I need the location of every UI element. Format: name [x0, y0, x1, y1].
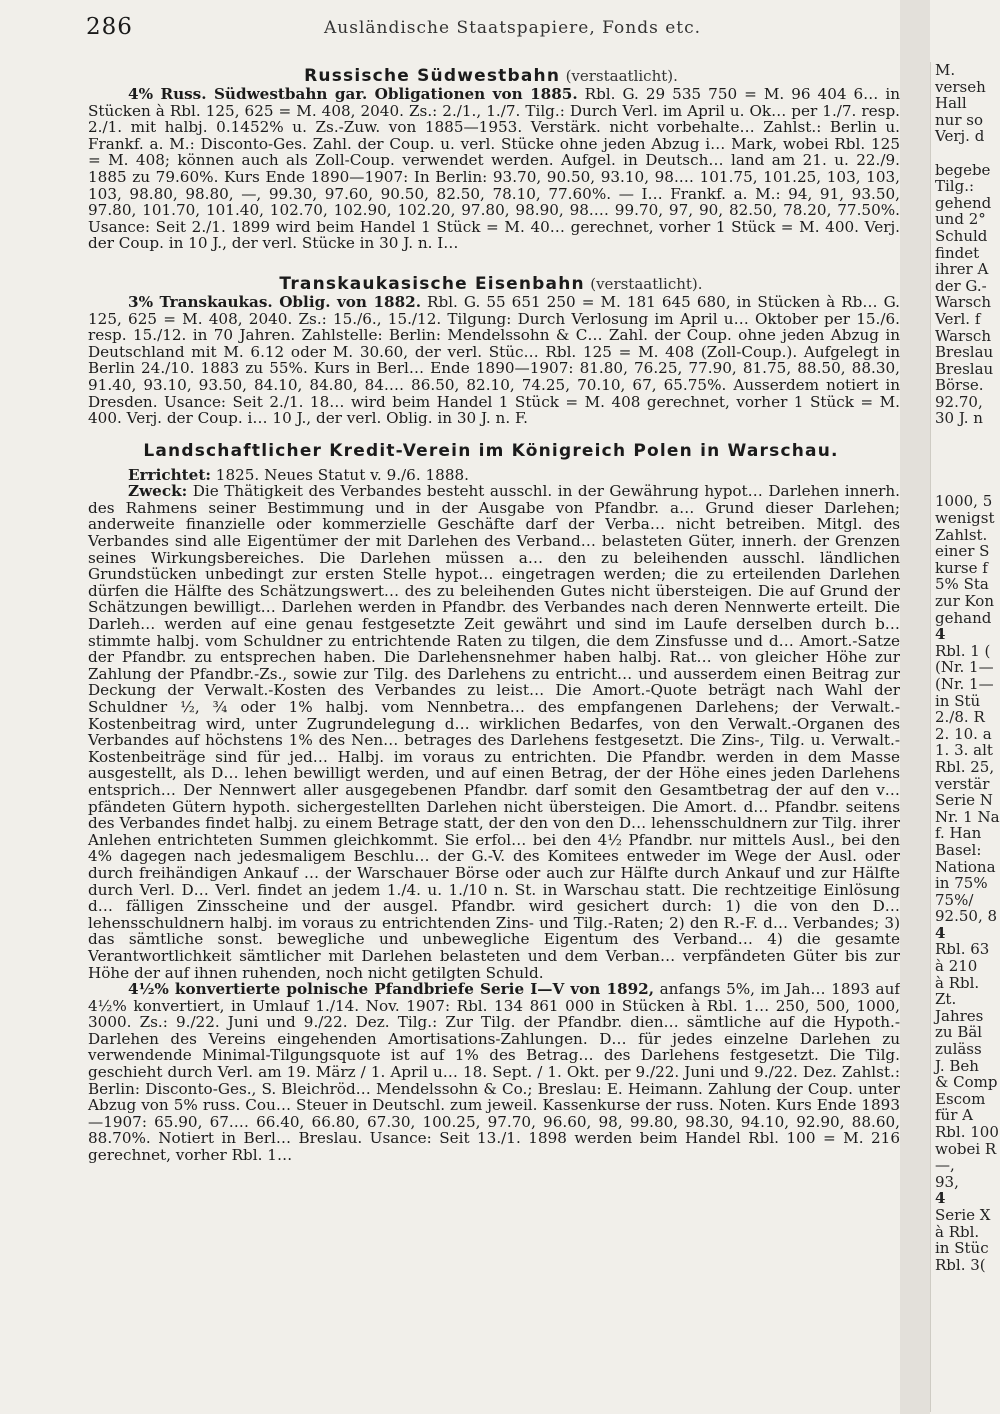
section-transkaukasische-eisenbahn [82, 274, 900, 427]
adjacent-text-fragment: Escom [935, 1089, 986, 1108]
bond-entry-paragraph [82, 981, 900, 1164]
field-label: Errichtet: [128, 465, 211, 484]
section-landschaftlicher-kredit-verein [82, 441, 900, 1164]
section-qualifier: (verstaatlicht). [590, 274, 703, 293]
adjacent-text-fragment: f. Han [935, 824, 982, 843]
adjacent-text-fragment: Serie N [935, 791, 993, 810]
adjacent-text-fragment: in 75% [935, 874, 988, 893]
adjacent-text-fragment: (Nr. 1— [935, 674, 994, 693]
section-qualifier: (verstaatlicht). [565, 67, 678, 85]
adjacent-text-fragment: Hall [935, 94, 967, 113]
errichtet-paragraph [82, 467, 900, 484]
bond-entry-paragraph [82, 86, 900, 252]
adjacent-text-fragment: Nationa [935, 857, 996, 876]
adjacent-text-fragment [931, 477, 1000, 494]
adjacent-text-fragment: Rbl. 25, [935, 757, 995, 776]
adjacent-text-fragment: für A [935, 1106, 973, 1125]
adjacent-text-fragment: wenigst [935, 509, 995, 528]
adjacent-text-fragment [931, 460, 1000, 477]
running-title: Ausländische Staatspapiere, Fonds etc. [324, 18, 702, 38]
adjacent-text-fragment: findet [935, 243, 980, 262]
adjacent-text-fragment: ihrer A [935, 260, 989, 279]
adjacent-text-fragment: 2./8. R [935, 708, 985, 727]
adjacent-text-fragment: einer S [935, 542, 990, 561]
running-header [82, 8, 900, 44]
field-value: 1825. Neues Statut v. 9./6. 1888. [210, 465, 469, 484]
adjacent-text-fragment: Zahlst. [935, 525, 988, 544]
adjacent-text-fragment: 1. 3. alt [935, 741, 993, 760]
adjacent-text-fragment: 92.50, 8 [935, 907, 998, 926]
adjacent-text-fragment: Zt. [935, 990, 957, 1009]
adjacent-text-fragment: à 210 [935, 957, 978, 976]
adjacent-text-fragment: —, [935, 1156, 955, 1175]
page-gutter-shadow [900, 0, 930, 1414]
adjacent-text-fragment: 4 [935, 1189, 946, 1208]
adjacent-text-fragment: 5% Sta [935, 575, 989, 594]
adjacent-text-fragment: Verj. d [935, 127, 985, 146]
adjacent-text-fragment: Jahres [935, 1006, 984, 1025]
adjacent-text-fragment: M. [935, 62, 956, 79]
field-value: Die Thätigkeit des Verbandes besteht ausschl. in der Gewährung hypot… Darlehen innerh. des Rahmens seiner Bestimmung und in der Ausgabe von Pfandbr. a… Grund dieser Darlehen; anderweite finanzielle oder kommerzielle Geschäfte darf der Verba… nicht betreiben. Mitgl. des Verbandes sind alle Eigentümer der mit Darlehen des Verband… belasteten Güter, innerh. der Grenzen seines Wirkungsbereiches. Die Darlehen müssen a… den zu beleihenden ausschl. ländlichen Grundstücken unbedingt zur ersten Stelle hypot… eingetragen werden; die zu erteilenden Darlehen dürfen die Hälfte des Schätzungswert… des zu beleihenden Gutes nicht übersteigen. Die auf Grund der Schätzungen bewilligt… Darlehen werden in Pfandbr. des Verbandes nach deren Nennwerte erteilt. Die Darleh… werden auf eine genau festgesetzte Zeit gewährt und sind im Laufe derselben durch b… stimmte halbj. vom Schuldner zu entrichtende Raten zu tilgen, die dem Zinsfusse und d… Amort.-Satze der Pfandbr. zu entsprechen haben. Die Darlehensnehmer haben halbj. Rat… von gleicher Höhe zur Zahlung der Pfandbr.-Zs., sowie zur Tilg. des Darlehens zu entricht… und ausserdem einen Beitrag zur Deckung der Verwalt.-Kosten des Verbandes zu leist… Die Amort.-Quote beträgt nach Wahl der Schuldner ½, ¾ oder 1% halbj. vom Nennbetra… des empfangenen Darlehens; der Verwalt.-Kostenbeitrag wird, unter Zugrundelegung d… wirklichen Bedarfes, von den Verwalt.-Organen des Verbandes auf höchstens 1% des Nen… betrages des Darlehens festgesetzt. Die Zins-, Tilg. u. Verwalt.-Kostenbeiträge sind für jed… Halbj. im voraus zu entrichten. Die Pfandbr. werden in dem Masse ausgestellt, als D… lehen bewilligt werden, und auf einen Betrag, der der Höhe eines jeden Darlehens entsprich… Der Nennwert aller ausgegebenen Pfandbr. darf somit den Gesamtbetrag der auf den v… pfändeten Gütern hypoth. sichergestellten Darlehen nicht übersteigen. Die Amort. d… Pfandbr. seitens des Verbandes findet halbj. zu einem Betrage statt, der den von den D… lehensschuldnern zur Tilg. ihrer Anlehen entrichteten Summen gleichkommt. Sie erfol… bei den 4½ Pfandbr. nur mittels Ausl., bei den 4% dagegen nach jedesmaligem Beschlu… der G.-V. des Komitees entweder im Wege der Ausl. oder durch freihändigen Ankauf … der Warschauer Börse oder auch zur Hälfte durch Ankauf und zur Hälfte durch Verl. D… Verl. findet an jedem 1./4. u. 1./10 n. St. in Warschau statt. Die rechtzeitige Einlösung d… fälligen Zinsscheine und der ausgel. Pfandbr. wird gesichert durch: 1) die von den D… lehensschuldnern halbj. im voraus zu entrichtenden Zins- und Tilg.-Raten; 2) den R.-F. d… Verbandes; 3) das sämtliche sonst. bewegliche und unbewegliche Eigentum des Verband… 4) die gesamte Verantwortlichkeit sämtlicher mit Darlehen belasteten und dem Verban… verpfändeten Güter bis zur Höhe der auf ihnen ruhenden, noch nicht getilgten Schuld. [88, 482, 900, 982]
adjacent-text-fragment: 30 J. n [935, 409, 983, 428]
adjacent-text-fragment: 2. 10. a [935, 724, 992, 743]
adjacent-text-fragment: gehend [935, 193, 992, 212]
adjacent-text-fragment: 93, [935, 1172, 959, 1191]
adjacent-text-fragment: Warsch [935, 326, 991, 345]
adjacent-text-fragment: Schuld [935, 226, 988, 245]
bond-details: Rbl. G. 55 651 250 = M. 181 645 680, in Stücken à Rb… G. 125, 625 = M. 408, 2040. Zs.: 15./6., 15./12. Tilgung: Durch Verlosung im April u… Oktober per 15./6. resp. 15./12. in 70 Jahren. Zahlstelle: Berlin: Mendelssohn & C… Zahl. der Coup. ohne jeden Abzug in Deutschland mit M. 6.12 oder M. 30.60, der verl. Stüc… Rbl. 125 = M. 408 (Zoll-Coup.). Aufgelegt in Berlin 24./10. 1883 zu 55%. Kurs in Berl… Ende 1890—1907: 81.80, 76.25, 77.90, 81.75, 88.50, 88.30, 91.40, 93.10, 93.50, 84.10, 84.80, 84.… 86.50, 82.10, 74.25, 70.10, 67, 65.75%. Ausserdem notiert in Dresden. Usance: Seit 2./1. 18… wird beim Handel 1 Stück = M. 408 gerechnet, vorher 1 Stück = M. 400. Verj. der Coup. i… 10 J., der verl. Oblig. in 30 J. n. F. [88, 292, 900, 428]
section-title: Russische Südwestbahn [304, 66, 561, 86]
adjacent-text-fragment: J. Beh [935, 1056, 979, 1075]
adjacent-text-fragment: und 2° [935, 210, 986, 229]
adjacent-text-fragment: in Stüc [935, 1239, 989, 1258]
zweck-paragraph [82, 483, 900, 981]
bond-title: 4% Russ. Südwestbahn gar. Obligationen von 1885. [128, 85, 578, 103]
adjacent-text-fragment: Rbl. 1 ( [935, 641, 991, 660]
adjacent-text-fragment: Breslau [935, 343, 994, 362]
adjacent-text-fragment [931, 427, 1000, 444]
adjacent-text-fragment: à Rbl. [935, 1222, 980, 1241]
adjacent-text-fragment: Verl. f [935, 309, 981, 328]
main-column [82, 8, 900, 1408]
adjacent-text-fragment: Rbl. 63 [935, 940, 990, 959]
adjacent-text-fragment: Rbl. 100 [935, 1123, 999, 1141]
adjacent-text-fragment [931, 145, 1000, 162]
bond-details: Rbl. G. 29 535 750 = M. 96 404 6… in Stücken à Rbl. 125, 625 = M. 408, 2040. Zs.: 2./1., 1./7. Tilg.: Durch Verl. im April u. Ok… per 1./7. resp. 2./1. mit halbj. 0.1452% u. Zs.-Zuw. von 1885—1953. Verstärk. nicht vorbehalte… Zahlst.: Berlin u. Frankf. a. M.: Disconto-Ges. Zahl. der Coup. u. verl. Stücke ohne jeden Abzug i… Mark, wobei Rbl. 125 = M. 408; können auch als Zoll-Coup. verwendet werden. Aufgel. in Deutsch… land am 21. u. 22./9. 1885 zu 79.60%. Kurs Ende 1890—1907: In Berlin: 93.70, 90.50, 93.10, 98.… 101.75, 101.25, 103, 103, 103, 98.80, 98.80, —, 99.30, 97.60, 90.50, 82.50, 78.10, 77.60%. — I… Frankf. a. M.: 94, 91, 93.50, 97.80, 101.70, 101.40, 102.70, 102.90, 102.20, 97.80, 98.90, 98.… 99.70, 97, 90, 82.50, 78.20, 77.50%. Usance: Seit 2./1. 1899 wird beim Handel 1 Stück = M. 40… gerechnet, vorher 1 Stück = M. 400. Verj. der Coup. in 10 J., der verl. Stücke in 30 J. n. I… [88, 85, 900, 253]
adjacent-text-fragment: Breslau [935, 359, 994, 378]
adjacent-text-fragment: Nr. 1 Na [935, 807, 1000, 826]
adjacent-text-fragment: 4 [935, 625, 946, 644]
adjacent-text-fragment: Tilg.: [935, 177, 975, 196]
adjacent-text-fragment: 75%/ [935, 890, 974, 909]
adjacent-text-fragment: Rbl. 3( [935, 1255, 986, 1274]
adjacent-text-fragment: Basel: [935, 840, 982, 859]
bond-title: 3% Transkaukas. Oblig. von 1882. [128, 292, 422, 311]
adjacent-text-fragment: gehand [935, 608, 992, 627]
adjacent-text-fragment: & Comp [935, 1073, 998, 1092]
adjacent-text-fragment: zur Kon [935, 592, 994, 610]
adjacent-text-fragment: nur so [935, 110, 983, 129]
bond-title: 4½% konvertierte polnische Pfandbriefe Serie I—V von 1892, [128, 980, 654, 999]
adjacent-text-fragment: wobei R [935, 1139, 997, 1158]
adjacent-text-fragment: in Stü [935, 691, 981, 710]
adjacent-text-fragment: Warsch [935, 293, 991, 312]
adjacent-text-fragment [931, 444, 1000, 461]
adjacent-text-fragment: 1000, 5 [935, 492, 993, 511]
adjacent-text-fragment: kurse f [935, 558, 988, 577]
adjacent-text-fragment: der G.- [935, 276, 987, 295]
adjacent-text-fragment: (Nr. 1— [935, 658, 994, 677]
adjacent-text-fragment: 92.70, [935, 392, 983, 411]
section-heading [82, 66, 900, 86]
section-heading [82, 274, 900, 294]
section-heading [82, 441, 900, 461]
page-number: 286 [86, 14, 133, 40]
adjacent-text-fragment: 4 [935, 923, 946, 942]
adjacent-text-fragment: zu Bäl [935, 1023, 983, 1042]
adjacent-text-fragment: verstär [935, 774, 990, 793]
section-russische-suedwestbahn [82, 66, 900, 252]
section-title: Transkaukasische Eisenbahn [279, 273, 585, 294]
adjacent-text-fragment: Serie X [935, 1205, 991, 1224]
adjacent-text-fragment: verseh [935, 77, 986, 96]
adjacent-text-fragment: Börse. [935, 376, 984, 395]
bond-entry-paragraph [82, 294, 900, 427]
adjacent-text-fragment: begebe [935, 160, 991, 179]
adjacent-text-fragment: zuläss [935, 1040, 982, 1059]
adjacent-text-fragment: à Rbl. [935, 973, 980, 992]
field-label: Zweck: [128, 482, 188, 501]
section-title: Landschaftlicher Kredit-Verein im Königreich Polen in Warschau. [143, 440, 839, 461]
adjacent-page-fragment [930, 62, 1000, 1412]
bond-details: anfangs 5%, im Jah… 1893 auf 4½% konvertiert, in Umlauf 1./14. Nov. 1907: Rbl. 134 861 000 in Stücken à Rbl. 1… 250, 500, 1000, 3000. Zs.: 9./22. Juni und 9./22. Dez. Tilg.: Zur Tilg. der Pfandbr. dien… sämtliche auf die Hypoth.-Darlehen des Vereins eingehenden Amortisations-Zahlungen. D… für jedes einzelne Darlehen zu verwendende Minimal-Tilgungsquote ist auf 1% des Betrag… des Darlehens festgesetzt. Die Tilg. geschieht durch Verl. am 19. März / 1. April u… 18. Sept. / 1. Okt. per 9./22. Juni und 9./22. Dez. Zahlst.: Berlin: Disconto-Ges., S. Bleichröd… Mendelssohn & Co.; Breslau: E. Heimann. Zahlung der Coup. unter Abzug von 5% russ. Cou… Steuer in Deutschl. zum jeweil. Kassenkurse der russ. Noten. Kurs Ende 1893—1907: 65.90, 67.… 66.40, 66.80, 67.30, 100.25, 97.70, 96.60, 98, 99.80, 98.30, 94.10, 92.90, 88.60, 88.70%. Notiert in Berl… Breslau. Usance: Seit 13./1. 1898 werden beim Handel Rbl. 100 = M. 216 gerechnet, vorher Rbl. 1… [88, 980, 900, 1165]
